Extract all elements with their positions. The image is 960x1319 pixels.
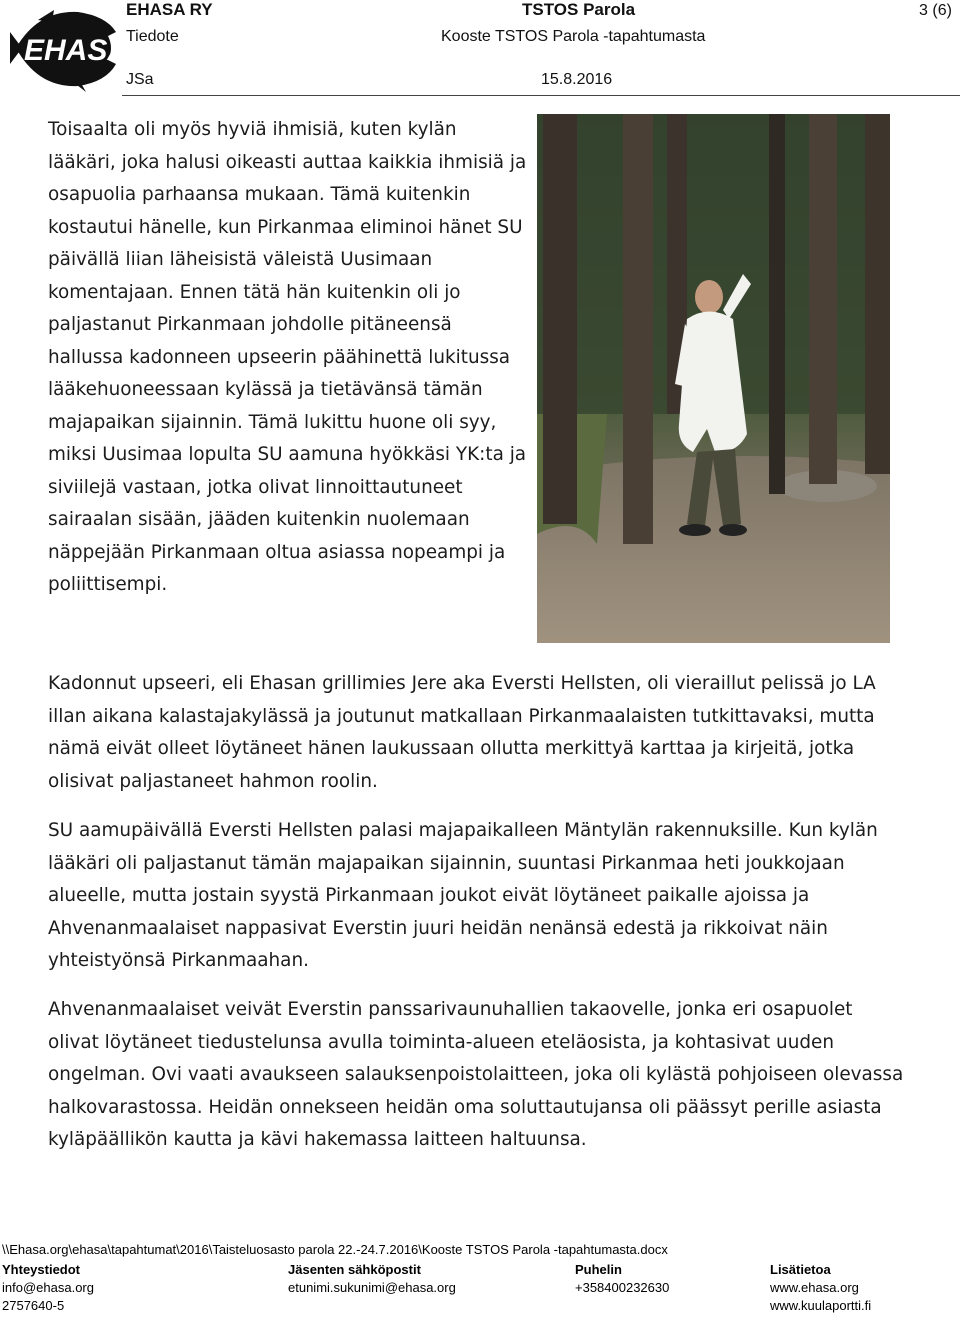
- footer-col-info: [770, 1262, 871, 1313]
- page-current: 3: [919, 2, 928, 19]
- footer-business-id: 2757640-5: [2, 1298, 65, 1313]
- footer-member-email-format: etunimi.sukunimi@ehasa.org: [288, 1280, 456, 1295]
- footer-website-2[interactable]: www.kuulaportti.fi: [770, 1298, 872, 1313]
- doc-type: Tiedote: [126, 28, 179, 45]
- page-total: (6): [932, 2, 952, 19]
- svg-text:EHASA: EHASA: [24, 34, 120, 67]
- event-title: TSTOS Parola: [522, 0, 636, 19]
- footer-col-phone: [575, 1262, 669, 1295]
- footer-website-1[interactable]: www.ehasa.org: [770, 1280, 859, 1295]
- footer-email: info@ehasa.org: [2, 1280, 94, 1295]
- footer-col2-title: Jäsenten sähköpostit: [288, 1262, 421, 1277]
- author: JSa: [126, 71, 154, 88]
- footer-col1-title: Yhteystiedot: [2, 1262, 81, 1277]
- column-paragraph: Toisaalta oli myös hyviä ihmisiä, kuten kylän lääkäri, joka halusi oikeasti auttaa kaikkia ihmisiä ja osapuolia parhaansa mukaan. Tämä kuitenkin kostautui hänelle, kun Pirkanmaa eliminoi hänet SU päivällä liian läheisistä väleistä Uusimaan komentajaan. Ennen tätä hän kuitenkin oli jo paljastanut Pirkanmaan johdolle pitäneensä hallussa kadonneen upseerin päähinettä lukitussa lääkehuoneessaan kylässä ja tietävänsä tämän majapaikan sijainnin. Tämä lukittu huone oli syy, miksi Uusimaa lopulta SU aamuna hyökkäsi YK:ta ja siviilejä vastaan, jotka olivat linnoittautuneet sairaalan sisään, jääden kuitenkin nuolemaan näppejään Pirkanmaan oltua asiassa nopeampi ja poliittisempi.: [48, 119, 527, 595]
- footer-col-contacts: [2, 1262, 94, 1313]
- footer-col4-title: Lisätietoa: [770, 1262, 831, 1277]
- paragraph-4: Ahvenanmaalaiset veivät Everstin panssarivaunuhallien takaovelle, jonka eri osapuolet olivat löytäneet tiedustelunsa avulla toiminta-alueen eteläosista, ja kohtasivat uuden ongelman. Ovi vaati avaukseen salauksenpoistolaitteen, joka oli kylästä pohjoiseen olevassa halkovarastossa. Heidän onnekseen heidän oma soluttautujansa oli päässyt perille asiasta kyläpäällikön kautta ja kävi hakemassa laitteen haltuunsa.: [48, 999, 904, 1150]
- forest-photo: [537, 114, 890, 643]
- doc-subtitle: Kooste TSTOS Parola -tapahtumasta: [441, 28, 706, 45]
- footer-phone: +358400232630: [575, 1280, 670, 1295]
- org-name: EHASA RY: [126, 0, 213, 19]
- footer-col3-title: Puhelin: [575, 1262, 622, 1277]
- page-number: [919, 2, 952, 20]
- paragraph-2: Kadonnut upseeri, eli Ehasan grillimies Jere aka Eversti Hellsten, oli vieraillut pelissä jo LA illan aikana kalastajakylässä ja joutunut matkallaan Pirkanmaalaisten tutkittavaksi, mutta nämä eivät olleet löytäneet hänen laukussaan ollutta merkittyä karttaa ja kirjeitä, jotka olisivat paljastaneet hahmon roolin.: [48, 673, 876, 792]
- doc-date: 15.8.2016: [541, 71, 613, 88]
- paragraph-3: SU aamupäivällä Eversti Hellsten palasi majapaikalleen Mäntylän rakennuksille. Kun kylän lääkäri oli paljastanut tämän majapaikan sijainnin, suuntasi Pirkanmaa heti joukkojaan alueelle, mutta jostain syystä Pirkanmaan joukot eivät löytäneet paikalle ajoissa ja Ahvenanmaalaiset nappasivat Everstin juuri heidän nenänsä edestä ja rikkoivat näin yhteistyönsä Pirkanmaahan.: [48, 820, 878, 971]
- header-rule: [122, 95, 960, 96]
- footer-col-member-email: [288, 1262, 456, 1295]
- ehasa-fish-logo: [8, 2, 120, 94]
- file-path: \\Ehasa.org\ehasa\tapahtumat\2016\Taisteluosasto parola 22.-24.7.2016\Kooste TSTOS Parola -tapahtumasta.docx: [2, 1242, 668, 1257]
